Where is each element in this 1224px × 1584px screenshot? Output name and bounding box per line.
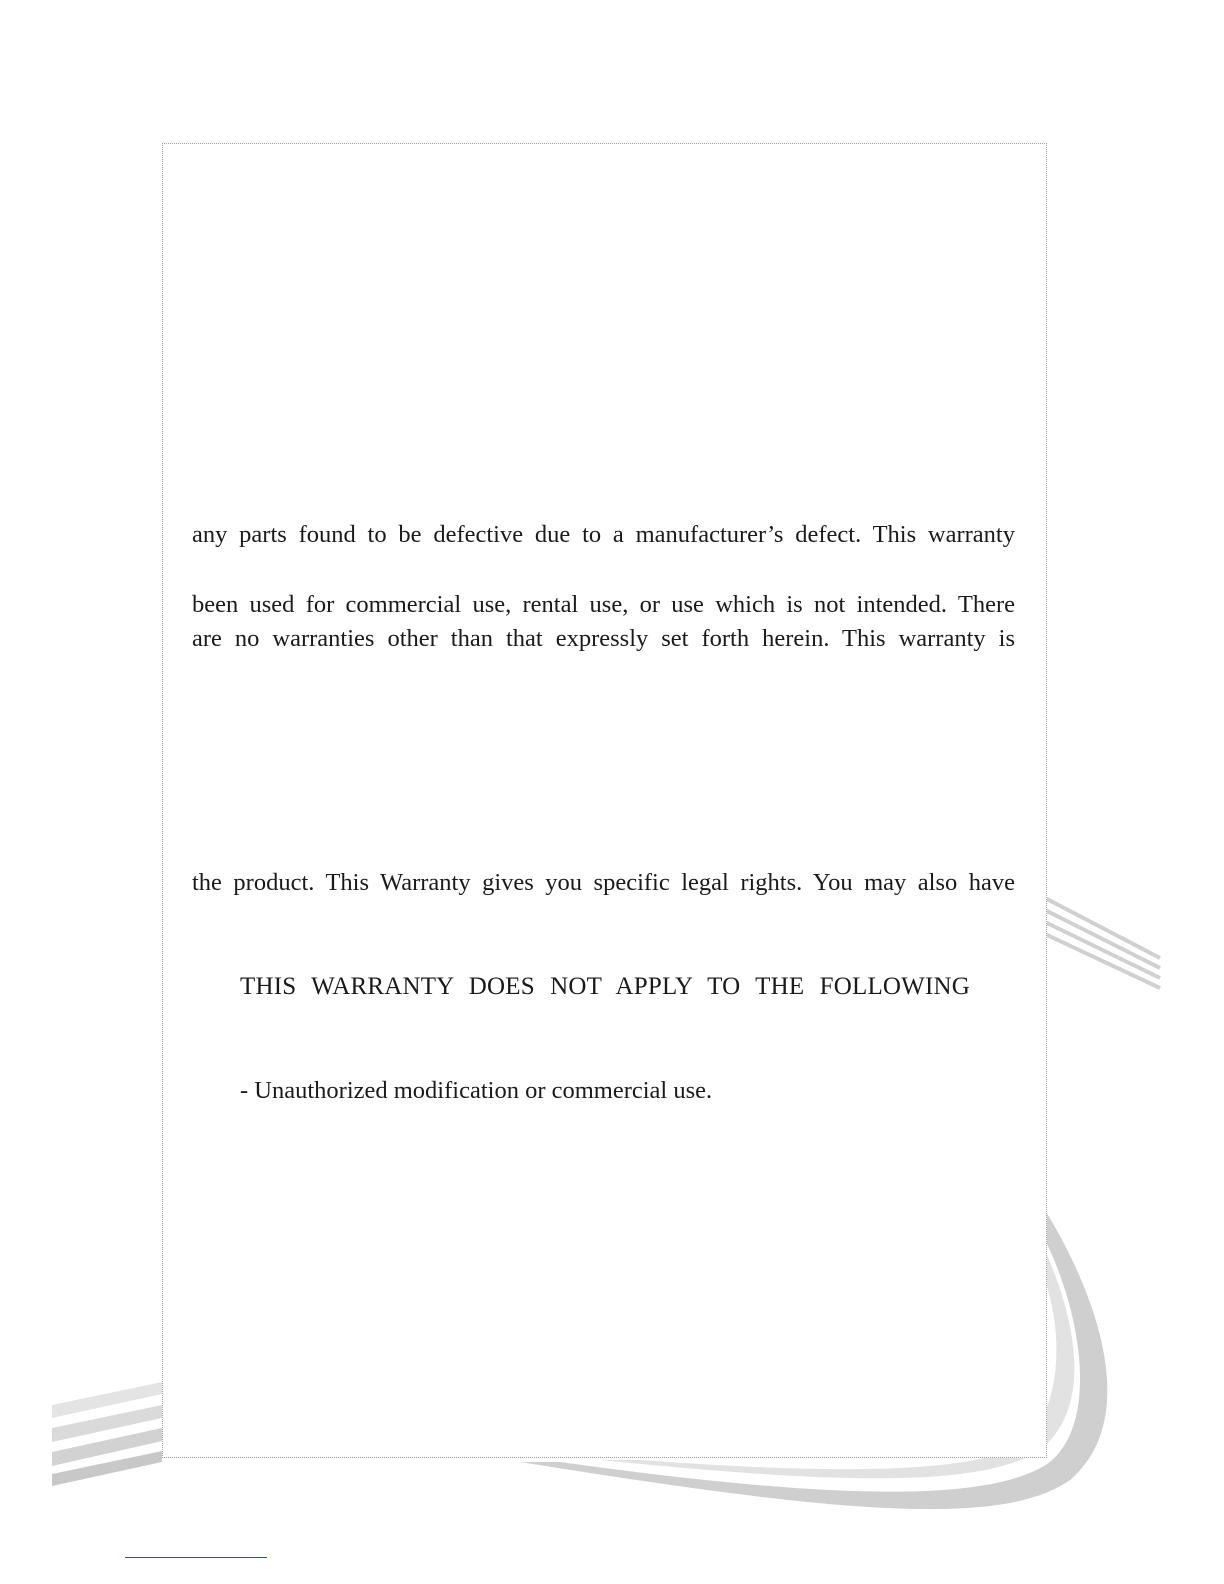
exclusions-heading: THIS WARRANTY DOES NOT APPLY TO THE FOLLOWING [240, 973, 970, 1000]
warranty-text-line-1: any parts found to be defective due to a manufacturer’s defect. This warranty [192, 521, 1015, 548]
warranty-text-line-4: the product. This Warranty gives you specific legal rights. You may also have [192, 869, 1015, 896]
warranty-text-line-3: are no warranties other than that expressly set forth herein. This warranty is [192, 625, 1015, 652]
warranty-text-line-2: been used for commercial use, rental use, or use which is not intended. There [192, 591, 1015, 618]
exclusion-item: - Unauthorized modification or commercial use. [240, 1077, 713, 1104]
right-stripes [1045, 898, 1160, 988]
left-bands [52, 1382, 162, 1486]
footer-rule [125, 1557, 267, 1558]
document-frame [162, 143, 1047, 1458]
